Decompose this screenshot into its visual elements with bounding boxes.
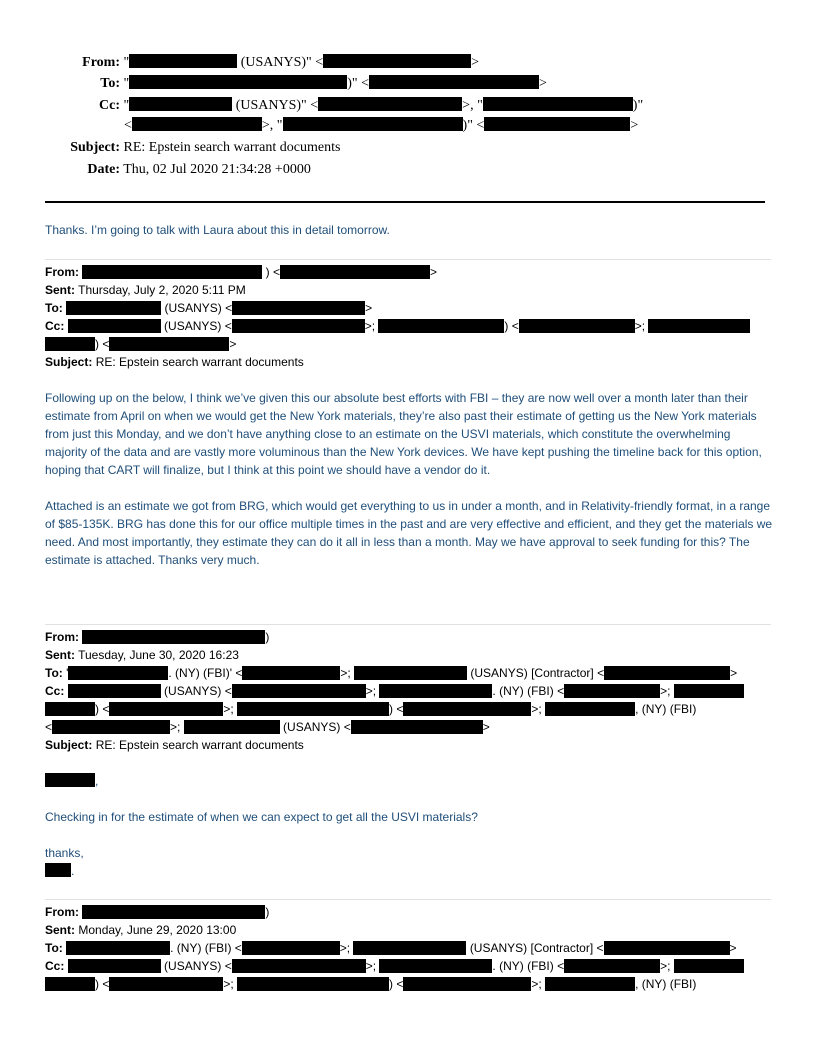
- msg1-cc-row-cont: ) < >: [45, 335, 773, 353]
- header-subject-row: [60, 139, 340, 157]
- header-to-label: To:: [100, 76, 120, 91]
- redaction: [564, 959, 660, 973]
- redaction: [232, 684, 366, 698]
- msg1-sent: Thursday, July 2, 2020 5:11 PM: [78, 283, 246, 297]
- redaction: [52, 720, 170, 734]
- message-separator: [45, 624, 771, 625]
- msg2-subject-row: Subject: RE: Epstein search warrant documents: [45, 738, 304, 752]
- msg2-subject: RE: Epstein search warrant documents: [95, 738, 304, 752]
- redaction: [82, 630, 265, 644]
- header-to-row: To: " )" < >: [60, 75, 547, 93]
- msg1-to-row: To: (USANYS) < >: [45, 301, 373, 315]
- redaction: [109, 337, 229, 351]
- msg2-from-row: From: ): [45, 630, 270, 644]
- redaction: [184, 720, 280, 734]
- redaction: [604, 941, 730, 955]
- header-from-org: (USANYS)" <: [240, 55, 324, 70]
- msg3-from-row: From: ): [45, 905, 270, 919]
- msg1-para1: Following up on the below, I think we’ve given this our absolute best efforts with FBI – they are now well over a month later than their estimate from April on when we would get the New York materials, they’re also past their estimate of getting us the New York materials from just this Monday, and we don’t have anything close to an estimate on the USVI materials, which constitute the overwhelming majority of the data and are vastly more voluminous than the New York devices. We have kept pushing the timeline back for this option, hoping that CART will finalize, but I think at this point we should have a vendor do it.: [45, 391, 762, 477]
- header-date-label: Date:: [87, 162, 120, 177]
- redaction: [483, 97, 633, 111]
- redaction: [129, 75, 347, 89]
- header-from-label: From:: [82, 55, 120, 70]
- redaction: [82, 905, 265, 919]
- redaction: [129, 54, 237, 68]
- msg2-signoff: thanks,: [45, 846, 84, 860]
- redaction: [353, 941, 466, 955]
- msg2-cc-row: Cc: (USANYS) < >; . (NY) (FBI) < >;: [45, 682, 773, 700]
- redaction: [232, 959, 366, 973]
- redaction: [648, 319, 750, 333]
- reply-text: Thanks. I’m going to talk with Laura about this in detail tomorrow.: [45, 223, 390, 237]
- redaction: [45, 863, 71, 877]
- header-date: Thu, 02 Jul 2020 21:34:28 +0000: [123, 162, 311, 177]
- redaction: [45, 337, 95, 351]
- redaction: [323, 54, 471, 68]
- redaction: [68, 684, 161, 698]
- redaction: [403, 977, 531, 991]
- redaction: [354, 666, 467, 680]
- msg3-to-row: To: . (NY) (FBI) < >; (USANYS) [Contractor] < >: [45, 941, 737, 955]
- header-subject-label: Subject:: [70, 140, 120, 155]
- msg2-greeting: ,: [45, 772, 773, 790]
- redaction: [82, 265, 262, 279]
- redaction: [379, 959, 492, 973]
- redaction: [283, 117, 463, 131]
- header-cc-row-cont: < >, " )" < >: [124, 118, 639, 133]
- redaction: [109, 702, 223, 716]
- message-separator: [45, 899, 771, 900]
- redaction: [545, 702, 635, 716]
- msg3-cc-row: Cc: (USANYS) < >; . (NY) (FBI) < >;: [45, 957, 773, 975]
- header-divider: [45, 201, 765, 203]
- redaction: [45, 702, 95, 716]
- msg2-body-text: Checking in for the estimate of when we can expect to get all the USVI materials?: [45, 810, 478, 824]
- redaction: [379, 684, 492, 698]
- redaction: [564, 684, 660, 698]
- msg3-cc-row-cont: ) < >; ) < >; , (NY) (FBI): [45, 975, 773, 993]
- redaction: [545, 977, 635, 991]
- header-cc-row: Cc: " (USANYS)" < >, " )": [60, 97, 643, 115]
- redaction: [45, 773, 95, 787]
- msg2-signature: .: [45, 862, 773, 880]
- msg1-from-row: From: ) < >: [45, 265, 438, 279]
- redaction: [68, 666, 168, 680]
- redaction: [242, 941, 340, 955]
- redaction: [132, 117, 262, 131]
- msg2-cc-row-cont: ) < >; ) < >; , (NY) (FBI): [45, 700, 773, 718]
- msg1-subject-row: Subject: RE: Epstein search warrant documents: [45, 355, 304, 369]
- msg1-header: [45, 263, 773, 371]
- redaction: [378, 319, 504, 333]
- redaction: [232, 301, 365, 315]
- msg2-header: [45, 628, 773, 754]
- reply-body: [45, 221, 773, 239]
- msg1-body: [45, 389, 773, 569]
- redaction: [280, 265, 430, 279]
- message-separator: [45, 259, 771, 260]
- redaction: [66, 301, 161, 315]
- msg1-para2: Attached is an estimate we got from BRG, which would get everything to us in under a month, and in Relativity-friendly format, in a range of $85-135K. BRG has done this for our office multiple times in the past and are very effective and efficient, and they get the materials we need. And most importantly, they estimate they can do it all in less than a month. May we have approval to seek funding for this? The estimate is attached. Thanks very much.: [45, 499, 773, 567]
- msg2-cc-row-cont2: < >; (USANYS) < >: [45, 720, 490, 734]
- redaction: [68, 959, 161, 973]
- redaction: [242, 666, 340, 680]
- msg1-cc-row: Cc: (USANYS) < >; ) < >;: [45, 317, 773, 335]
- msg3-sent: Monday, June 29, 2020 13:00: [78, 923, 237, 937]
- msg2-sent: Tuesday, June 30, 2020 16:23: [78, 648, 239, 662]
- msg2-to-row: To: ' . (NY) (FBI)' < >; (USANYS) [Contractor] < >: [45, 666, 738, 680]
- redaction: [45, 977, 95, 991]
- redaction: [237, 702, 389, 716]
- redaction: [351, 720, 483, 734]
- redaction: [232, 319, 365, 333]
- msg1-subject: RE: Epstein search warrant documents: [95, 355, 304, 369]
- header-cc-label: Cc:: [99, 98, 120, 113]
- redaction: [369, 75, 539, 89]
- header-subject: RE: Epstein search warrant documents: [123, 140, 341, 155]
- redaction: [604, 666, 730, 680]
- redaction: [109, 977, 223, 991]
- msg3-header: [45, 903, 773, 993]
- redaction: [519, 319, 635, 333]
- redaction: [403, 702, 531, 716]
- msg3-sent-row: Sent: Monday, June 29, 2020 13:00: [45, 923, 237, 937]
- redaction: [129, 97, 232, 111]
- redaction: [66, 941, 170, 955]
- redaction: [484, 117, 630, 131]
- header-date-row: [60, 161, 311, 179]
- msg2-body: [45, 772, 773, 880]
- redaction: [68, 319, 161, 333]
- redaction: [674, 959, 744, 973]
- msg2-sent-row: Sent: Tuesday, June 30, 2020 16:23: [45, 648, 239, 662]
- msg1-sent-row: Sent: Thursday, July 2, 2020 5:11 PM: [45, 283, 246, 297]
- redaction: [237, 977, 389, 991]
- redaction: [318, 97, 462, 111]
- header-from-row: From: " (USANYS)" < >: [60, 54, 479, 72]
- redaction: [674, 684, 744, 698]
